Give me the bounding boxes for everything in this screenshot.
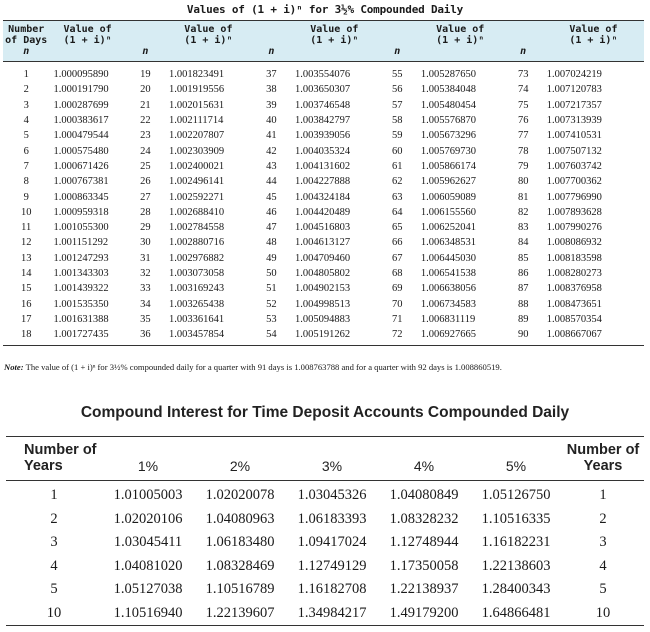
days-cell: 59: [392, 130, 403, 142]
factor-cell: 1.06183480: [205, 534, 275, 551]
days-cell: 38: [266, 84, 277, 96]
days-cell: 45: [266, 191, 277, 203]
days-cell: 69: [392, 283, 403, 295]
days-cell: 22: [140, 115, 151, 127]
days-cell: 77: [517, 130, 529, 142]
value-cell: 1.004227888: [294, 176, 351, 188]
days-cell: 15: [20, 283, 32, 295]
table-row: [3, 98, 644, 113]
table1-header-row: [3, 21, 644, 62]
value-cell: 1.003265438: [169, 298, 225, 310]
days-cell: 86: [517, 268, 529, 279]
years-cell: 1: [599, 487, 607, 504]
factor-cell: 1.49179200: [378, 602, 470, 626]
value-cell: 1.004613127: [294, 237, 351, 249]
days-cell: 84: [517, 237, 529, 249]
days-cell: 10: [20, 206, 32, 218]
days-cell: 41: [266, 130, 277, 142]
header-rate: 4%: [378, 437, 470, 481]
header-n: n: [126, 21, 165, 62]
header-value-expr: (1 + i)ⁿ: [569, 35, 618, 46]
years-cell: 4: [599, 557, 607, 574]
years-cell: 3: [50, 534, 58, 551]
days-cell: 83: [517, 222, 529, 234]
value-cell: 1.001247293: [53, 252, 109, 264]
header-value-label: Value of: [184, 24, 233, 35]
days-cell: 56: [392, 84, 403, 96]
header-n: n: [504, 21, 543, 62]
table-row: [6, 555, 644, 579]
value-cell: 1.007410531: [546, 130, 602, 142]
days-cell: 54: [252, 327, 291, 346]
factor-cell: 1.64866481: [470, 602, 562, 626]
years-cell: 1: [50, 487, 58, 504]
value-cell: 1.006831119: [420, 313, 476, 325]
days-cell: 35: [140, 313, 151, 325]
days-cell: 80: [517, 176, 529, 188]
days-cell: 33: [140, 283, 151, 295]
table2-header-row: [6, 437, 644, 481]
value-cell: 1.006445030: [420, 252, 476, 264]
days-cell: 67: [392, 252, 403, 264]
days-cell: 11: [21, 222, 32, 234]
value-cell: 1.007313939: [546, 115, 602, 127]
value-cell: 1.002207807: [169, 130, 225, 142]
value-cell: 1.004324184: [294, 191, 351, 203]
table-row: [3, 174, 644, 189]
factor-cell: 1.04081020: [113, 557, 183, 574]
days-cell: 23: [140, 130, 151, 142]
value-cell: 1.002688410: [169, 206, 225, 218]
days-cell: 12: [20, 237, 32, 249]
value-cell: 1.008086932: [546, 237, 602, 249]
days-cell: 51: [266, 283, 277, 295]
value-cell: 1.002592271: [169, 191, 225, 203]
value-cell: 1.000671426: [53, 160, 109, 172]
header-days-label: Number of Days: [5, 24, 48, 46]
days-cell: 62: [392, 176, 403, 188]
value-cell: 1.007120783: [546, 84, 602, 96]
value-cell: 1.005191262: [291, 327, 378, 346]
days-cell: 72: [378, 327, 417, 346]
days-cell: 76: [517, 115, 529, 127]
factor-cell: 1.22138937: [389, 581, 459, 598]
days-cell: 2: [23, 84, 29, 96]
value-cell: 1.007796990: [546, 191, 602, 203]
value-cell: 1.005673296: [420, 130, 476, 142]
factor-cell: 1.05126750: [481, 487, 551, 504]
days-cell: 9: [23, 191, 29, 203]
table-row: [3, 205, 644, 220]
value-cell: 1.000095890: [53, 69, 109, 81]
value-cell: 1.005576870: [420, 115, 476, 127]
value-cell: 1.000767381: [53, 176, 109, 188]
value-cell: 1.001439322: [53, 283, 109, 295]
value-cell: 1.006541538: [420, 268, 476, 279]
factor-cell: 1.16182231: [481, 534, 551, 551]
table-row: [3, 312, 644, 327]
days-cell: 64: [392, 206, 403, 218]
value-cell: 1.003939056: [294, 130, 351, 142]
days-cell: 61: [392, 160, 403, 172]
value-cell: 1.008667067: [543, 327, 644, 346]
factor-cell: 1.05127038: [113, 581, 183, 598]
days-cell: 4: [23, 115, 29, 127]
value-cell: 1.005480454: [420, 99, 476, 111]
value-cell: 1.007700362: [546, 176, 602, 188]
days-cell: 19: [140, 69, 151, 81]
years-cell: 10: [6, 602, 102, 626]
value-cell: 1.008570354: [546, 313, 602, 325]
days-cell: 29: [140, 222, 151, 234]
value-cell: 1.005866174: [420, 160, 476, 172]
factor-cell: 1.16182708: [297, 581, 367, 598]
factor-cell: 1.04080963: [205, 510, 275, 527]
days-cell: 6: [23, 145, 29, 157]
days-cell: 66: [392, 237, 403, 249]
table1-title: Values of (1 + i)ⁿ for 3½% Compounded Daily: [186, 3, 464, 16]
value-cell: 1.002015631: [169, 99, 225, 111]
header-rate: 5%: [470, 437, 562, 481]
value-cell: 1.004516803: [294, 222, 351, 234]
years-cell: 4: [50, 557, 58, 574]
value-cell: 1.005287650: [420, 69, 476, 81]
header-years-left: Number of Years: [6, 437, 102, 481]
days-cell: 63: [392, 191, 403, 203]
days-cell: 89: [517, 313, 529, 325]
value-cell: 1.001535350: [53, 298, 109, 310]
value-cell: 1.002303909: [169, 145, 225, 157]
days-cell: 34: [140, 298, 151, 310]
value-cell: 1.003842797: [294, 115, 351, 127]
years-cell: 5: [599, 581, 607, 598]
factor-cell: 1.06183393: [297, 510, 367, 527]
value-cell: 1.005384048: [420, 84, 476, 96]
value-cell: 1.004131602: [294, 160, 351, 172]
table1-note: [4, 362, 644, 372]
value-cell: 1.004035324: [294, 145, 351, 157]
days-cell: 1: [23, 69, 29, 81]
days-cell: 87: [517, 283, 529, 295]
header-number-of-days: [3, 21, 49, 62]
days-cell: 82: [517, 206, 529, 218]
factor-cell: 1.12748944: [389, 534, 459, 551]
header-value: [417, 21, 504, 62]
table-row: [6, 508, 644, 532]
days-cell: 48: [266, 237, 277, 249]
value-cell: 1.001727435: [49, 327, 125, 346]
value-cell: 1.002111714: [169, 115, 224, 127]
days-cell: 18: [3, 327, 49, 346]
days-cell: 65: [392, 222, 403, 234]
header-value: [165, 21, 252, 62]
table2-title: Compound Interest for Time Deposit Accounts Compounded Daily: [80, 404, 570, 421]
table-row: [3, 113, 644, 128]
years-cell: 2: [599, 510, 607, 527]
days-cell: 25: [140, 160, 151, 172]
days-cell: 88: [517, 298, 529, 310]
header-rate: 2%: [194, 437, 286, 481]
factor-cell: 1.12749129: [297, 557, 367, 574]
value-cell: 1.001055300: [53, 222, 109, 234]
value-cell: 1.006638056: [420, 283, 476, 295]
days-cell: 17: [20, 313, 32, 325]
header-rate: 1%: [102, 437, 194, 481]
value-cell: 1.003361641: [169, 313, 225, 325]
header-value-expr: (1 + i)ⁿ: [184, 35, 233, 46]
days-cell: 58: [392, 115, 403, 127]
value-cell: 1.007217357: [546, 99, 602, 111]
value-cell: 1.006252041: [420, 222, 476, 234]
table-row: [3, 82, 644, 97]
value-cell: 1.004420489: [294, 206, 351, 218]
value-cell: 1.004805802: [294, 268, 351, 279]
table-row: [3, 62, 644, 83]
table-row: [3, 189, 644, 204]
table-row: [3, 220, 644, 235]
header-value: [291, 21, 378, 62]
days-cell: 81: [517, 191, 529, 203]
days-cell: 46: [266, 206, 277, 218]
days-cell: 52: [266, 298, 277, 310]
days-cell: 74: [517, 84, 529, 96]
header-days-n: n: [23, 46, 30, 57]
days-cell: 36: [126, 327, 165, 346]
days-cell: 39: [266, 99, 277, 111]
header-years-right: Number of Years: [562, 437, 644, 481]
days-cell: 20: [140, 84, 151, 96]
factor-cell: 1.28400343: [481, 581, 551, 598]
factor-cell: 1.10516940: [102, 602, 194, 626]
table-row: [3, 296, 644, 311]
header-rate: 3%: [286, 437, 378, 481]
value-cell: 1.003457854: [165, 327, 252, 346]
days-cell: 7: [23, 160, 29, 172]
value-cell: 1.001343303: [53, 268, 109, 279]
days-cell: 57: [392, 99, 403, 111]
value-cell: 1.003169243: [169, 283, 225, 295]
factor-cell: 1.09417024: [297, 534, 367, 551]
days-cell: 3: [23, 99, 29, 111]
years-cell: 10: [562, 602, 644, 626]
value-cell: 1.006927665: [417, 327, 504, 346]
days-cell: 28: [140, 206, 151, 218]
days-cell: 13: [20, 252, 32, 264]
header-value: [543, 21, 644, 62]
factor-cell: 1.08328469: [205, 557, 275, 574]
factor-cell: 1.03045411: [113, 534, 183, 551]
value-cell: 1.001919556: [169, 84, 225, 96]
value-cell: 1.002976882: [169, 252, 225, 264]
days-cell: 71: [392, 313, 403, 325]
value-cell: 1.002880716: [169, 237, 225, 249]
value-cell: 1.000575480: [53, 145, 109, 157]
value-cell: 1.002784558: [169, 222, 225, 234]
days-cell: 49: [266, 252, 277, 264]
value-cell: 1.000959318: [53, 206, 109, 218]
table-row: [3, 128, 644, 143]
days-cell: 21: [140, 99, 151, 111]
table-row: [6, 481, 644, 508]
value-cell: 1.004998513: [294, 298, 351, 310]
days-cell: 70: [392, 298, 403, 310]
value-cell: 1.006734583: [420, 298, 476, 310]
days-cell: 53: [266, 313, 277, 325]
header-value-expr: (1 + i)ⁿ: [63, 35, 112, 46]
header-value-label: Value of: [436, 24, 485, 35]
time-deposit-table: [6, 436, 644, 626]
value-cell: 1.006348531: [420, 237, 476, 249]
value-cell: 1.008183598: [546, 252, 602, 264]
header-value-label: Value of: [63, 24, 112, 35]
days-cell: 31: [140, 252, 151, 264]
years-cell: 3: [599, 534, 607, 551]
value-cell: 1.007893628: [546, 206, 602, 218]
value-cell: 1.000863345: [53, 191, 109, 203]
days-cell: 5: [23, 130, 29, 142]
days-cell: 47: [266, 222, 277, 234]
days-cell: 68: [392, 268, 403, 279]
days-cell: 14: [20, 268, 32, 279]
value-cell: 1.004902153: [294, 283, 351, 295]
value-cell: 1.007507132: [546, 145, 602, 157]
factor-cell: 1.02020106: [113, 510, 183, 527]
value-cell: 1.007024219: [546, 69, 602, 81]
value-cell: 1.007990276: [546, 222, 602, 234]
days-cell: 60: [392, 145, 403, 157]
days-cell: 30: [140, 237, 151, 249]
factor-cell: 1.04080849: [389, 487, 459, 504]
note-text: The value of (1 + i)ⁿ for 3½% compounded daily for a quarter with 91 days is 1.008763788 and for a quarter with 92 days is 1.008860519.: [25, 362, 502, 372]
header-value-expr: (1 + i)ⁿ: [310, 35, 359, 46]
value-cell: 1.002496141: [169, 176, 225, 188]
days-cell: 50: [266, 268, 277, 279]
table-row: [3, 235, 644, 250]
value-cell: 1.006059089: [420, 191, 476, 203]
value-cell: 1.005962627: [420, 176, 476, 188]
value-cell: 1.000191790: [53, 84, 109, 96]
value-cell: 1.000383617: [53, 115, 109, 127]
value-cell: 1.000287699: [53, 99, 109, 111]
factor-cell: 1.08328232: [389, 510, 459, 527]
days-cell: 78: [517, 145, 529, 157]
days-cell: 8: [23, 176, 29, 188]
factor-cell: 1.17350058: [389, 557, 459, 574]
value-cell: 1.003554076: [294, 69, 351, 81]
days-cell: 44: [266, 176, 277, 188]
table-row: [3, 266, 644, 281]
value-cell: 1.006155560: [420, 206, 476, 218]
days-cell: 32: [140, 268, 151, 279]
factor-cell: 1.02020078: [205, 487, 275, 504]
days-cell: 42: [266, 145, 277, 157]
days-cell: 24: [140, 145, 151, 157]
header-value: [49, 21, 125, 62]
header-value-label: Value of: [310, 24, 359, 35]
value-cell: 1.000479544: [53, 130, 109, 142]
days-cell: 79: [517, 160, 529, 172]
value-cell: 1.004709460: [294, 252, 351, 264]
table-row: [6, 578, 644, 602]
value-cell: 1.001151292: [53, 237, 109, 249]
header-value-label: Value of: [569, 24, 618, 35]
factor-cell: 1.22139607: [194, 602, 286, 626]
value-cell: 1.003073058: [169, 268, 225, 279]
factor-cell: 1.03045326: [297, 487, 367, 504]
factor-cell: 1.10516789: [205, 581, 275, 598]
header-n: n: [378, 21, 417, 62]
table-row: [3, 143, 644, 158]
days-cell: 43: [266, 160, 277, 172]
days-cell: 55: [392, 69, 403, 81]
days-cell: 16: [20, 298, 32, 310]
days-cell: 73: [517, 69, 529, 81]
value-cell: 1.003650307: [294, 84, 351, 96]
table-row: [6, 531, 644, 555]
factor-cell: 1.01005003: [113, 487, 183, 504]
value-cell: 1.003746548: [294, 99, 351, 111]
table-row: [6, 602, 644, 626]
factor-cell: 1.10516335: [481, 510, 551, 527]
value-cell: 1.002400021: [169, 160, 225, 172]
days-cell: 40: [266, 115, 277, 127]
value-cell: 1.008280273: [546, 268, 602, 279]
factor-cell: 1.34984217: [286, 602, 378, 626]
value-cell: 1.005769730: [420, 145, 476, 157]
days-cell: 37: [266, 69, 277, 81]
note-label: Note:: [4, 362, 24, 372]
value-cell: 1.005094883: [294, 313, 351, 325]
table-row: [3, 327, 644, 346]
value-cell: 1.001631388: [53, 313, 109, 325]
header-value-expr: (1 + i)ⁿ: [436, 35, 485, 46]
table-row: [3, 251, 644, 266]
days-cell: 75: [517, 99, 529, 111]
value-cell: 1.007603742: [546, 160, 602, 172]
days-cell: 90: [504, 327, 543, 346]
table-row: [3, 159, 644, 174]
table-row: [3, 281, 644, 296]
factor-cell: 1.22138603: [481, 557, 551, 574]
header-n: n: [252, 21, 291, 62]
days-cell: 85: [517, 252, 529, 264]
value-cell: 1.008473651: [546, 298, 602, 310]
days-cell: 27: [140, 191, 151, 203]
daily-compounding-table: [3, 20, 644, 346]
value-cell: 1.008376958: [546, 283, 602, 295]
years-cell: 2: [50, 510, 58, 527]
value-cell: 1.001823491: [169, 69, 225, 81]
days-cell: 26: [140, 176, 151, 188]
years-cell: 5: [50, 581, 58, 598]
